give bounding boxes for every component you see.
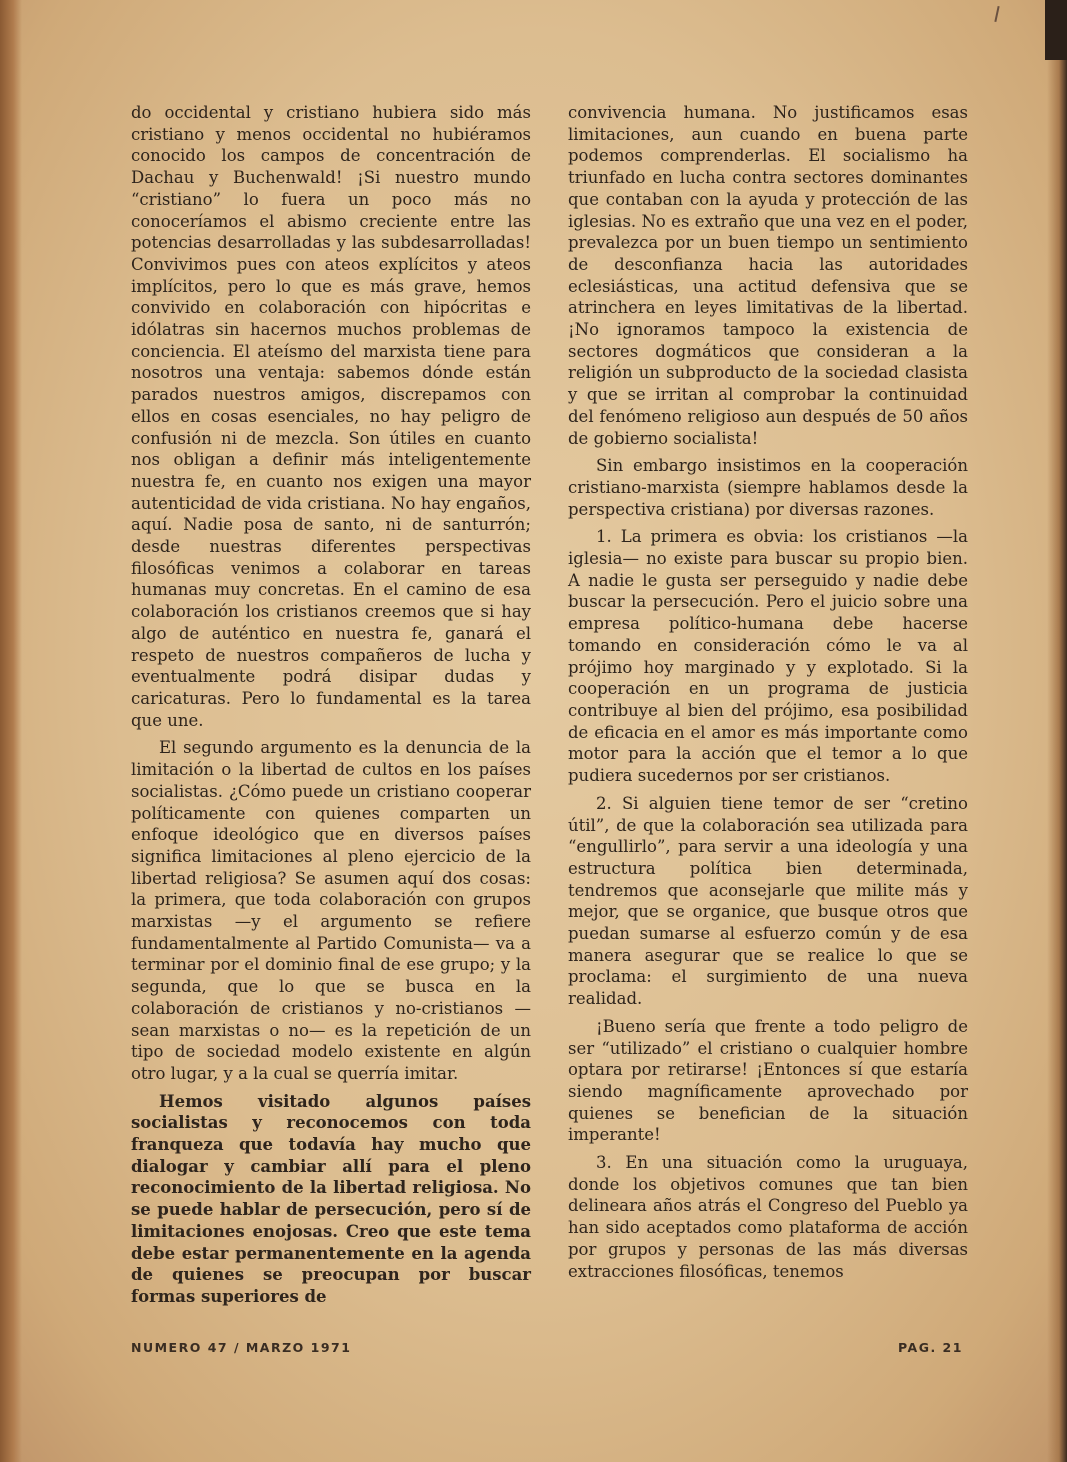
paragraph: do occidental y cristiano hubiera sido más cristiano y menos occidental no hubiéramos conocido los campos de concentración de Dachau y Buchenwald! ¡Si nuestro mundo “cristiano” lo fuera un poco más no conoceríamos el abismo creciente entre las potencias desarrolladas y las subdesarrolladas! Convivimos pues con ateos explícitos y ateos implícitos, pero lo que es más grave, hemos convivido en colaboración con hipócritas e idólatras sin hacernos muchos problemas de conciencia. El ateísmo del marxista tiene para nosotros una ventaja: sabemos dónde están parados nuestros amigos, discrepamos con ellos en cosas esenciales, no hay peligro de confusión ni de mezcla. Son útiles en cuanto nos obligan a definir más inteligentemente nuestra fe, en cuanto nos exigen una mayor autenticidad de vida cristiana. No hay engaños, aquí. Nadie posa de santo, ni de santurrón; desde nuestras diferentes perspectivas filosóficas venimos a colaborar en tareas humanas muy concretas. En el camino de esa colaboración los cristianos creemos que si hay algo de auténtico en nuestra fe, ganará el respeto de nuestros compañeros de lucha y eventualmente podrá disipar dudas y caricaturas. Pero lo fundamental es la tarea que une.: [131, 103, 531, 730]
paragraph: 1. La primera es obvia: los cristianos —la iglesia— no existe para buscar su propio bien. A nadie le gusta ser perseguido y nadie debe buscar la persecución. Pero el juicio sobre una empresa político-humana debe hacerse tomando en consideración cómo le va al prójimo hoy marginado y y explotado. Si la cooperación en un programa de justicia contribuye al bien del prójimo, esa posibilidad de eficacia en el amor es más importante como motor para la acción que el temor a lo que pudiera sucedernos por ser cristianos.: [568, 527, 968, 786]
page-number: PAG. 21: [898, 1340, 963, 1355]
text-column-left: [131, 102, 531, 1314]
paragraph: Hemos visitado algunos países socialistas y reconocemos con toda franqueza que todavía hay mucho que dialogar y cambiar allí para el pleno reconocimiento de la libertad religiosa. No se puede hablar de persecución, pero sí de limitaciones enojosas. Creo que este tema debe estar permanentemente en la agenda de quienes se preocupan por buscar formas superiores de: [131, 1091, 531, 1306]
text-column-right: [568, 102, 968, 1288]
paragraph: 2. Si alguien tiene temor de ser “cretino útil”, de que la colaboración sea utilizada para “engullirlo”, para servir a una ideología y una estructura política bien determinada, tendremos que aconsejarle que milite más y mejor, que se organice, que busque otros que puedan sumarse al esfuerzo común y de esa manera asegurar que se realice lo que se proclama: el surgimiento de una nueva realidad.: [568, 793, 968, 1009]
paragraph: El segundo argumento es la denuncia de la limitación o la libertad de cultos en los países socialistas. ¿Cómo puede un cristiano cooperar políticamente con quienes comparten un enfoque ideológico que en diversos países significa limitaciones al pleno ejercicio de la libertad religiosa? Se asumen aquí dos cosas: la primera, que toda colaboración con grupos marxistas —y el argumento se refiere fundamentalmente al Partido Comunista— va a terminar por el dominio final de ese grupo; y la segunda, que lo que se busca en la colaboración de cristianos y no-cristianos —sean marxistas o no— es la repetición de un tipo de sociedad modelo existente en algún otro lugar, y a la cual se querría imitar.: [131, 738, 531, 1083]
page-corner-background: [1045, 0, 1067, 60]
paragraph: convivencia humana. No justificamos esas limitaciones, aun cuando en buena parte podemos comprenderlas. El socialismo ha triunfado en lucha contra sectores dominantes que contaban con la ayuda y protección de las iglesias. No es extraño que una vez en el poder, prevalezca por un buen tiempo un sentimiento de desconfianza hacia las autoridades eclesiásticas, una actitud defensiva que se atrinchera en leyes limitativas de la libertad. ¡No ignoramos tampoco la existencia de sectores dogmáticos que consideran a la religión un subproducto de la sociedad clasista y que se irritan al comprobar la continuidad del fenómeno religioso aun después de 50 años de gobierno socialista!: [568, 103, 968, 448]
page-edge-shadow: [1047, 0, 1067, 1462]
paragraph: 3. En una situación como la uruguaya, donde los objetivos comunes que tan bien delineara años atrás el Congreso del Pueblo ya han sido aceptados como plataforma de acción por grupos y personas de las más diversas extracciones filosóficas, tenemos: [568, 1153, 968, 1281]
page-binding-shadow: [0, 0, 22, 1462]
paragraph: ¡Bueno sería que frente a todo peligro de ser “utilizado” el cristiano o cualquier hombre optara por retirarse! ¡Entonces sí que estaría siendo magníficamente aprovechado por quienes se benefician de la situación imperante!: [568, 1016, 968, 1145]
issue-footer: NUMERO 47 / MARZO 1971: [131, 1340, 352, 1355]
paragraph: Sin embargo insistimos en la cooperación cristiano-marxista (siempre hablamos desde la perspectiva cristiana) por diversas razones.: [568, 456, 968, 519]
pencil-mark: [994, 6, 999, 22]
